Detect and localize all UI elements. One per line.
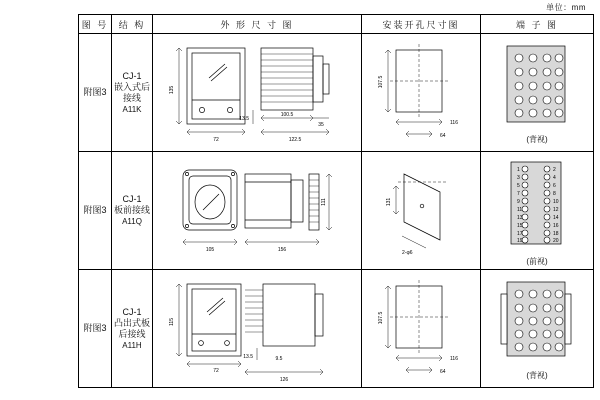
svg-text:64: 64 — [440, 133, 446, 139]
cell-terminal-drawing — [481, 270, 594, 388]
cell-structure — [112, 152, 153, 270]
svg-text:12: 12 — [553, 207, 559, 213]
table-row — [79, 152, 594, 270]
cell-figure-no — [79, 270, 112, 388]
figure-no-text: 附图3 — [83, 323, 107, 333]
cell-mounting-drawing — [362, 152, 481, 270]
table-header — [79, 15, 594, 34]
col-header-figure-no: 图 号 — [79, 15, 112, 34]
svg-text:19: 19 — [517, 238, 523, 244]
svg-text:105: 105 — [205, 247, 215, 253]
col-header-structure: 结 构 — [112, 15, 153, 34]
svg-text:13: 13 — [517, 215, 523, 221]
figure-no-text: 附图3 — [83, 87, 107, 97]
svg-text:14: 14 — [553, 215, 559, 221]
svg-text:126: 126 — [279, 377, 289, 383]
svg-text:116: 116 — [450, 120, 458, 126]
svg-text:8: 8 — [553, 191, 556, 197]
svg-text:9: 9 — [517, 199, 520, 205]
mounting-drawing-2 — [362, 152, 478, 268]
svg-text:122.5: 122.5 — [288, 137, 302, 143]
svg-text:15: 15 — [517, 223, 523, 229]
table-row — [79, 270, 594, 388]
svg-text:72: 72 — [213, 137, 219, 143]
outline-drawing-3 — [153, 270, 359, 386]
col-header-mounting: 安装开孔尺寸图 — [362, 15, 481, 34]
svg-text:13.5: 13.5 — [239, 116, 249, 122]
svg-text:2-φ6: 2-φ6 — [402, 250, 413, 256]
cell-mounting-drawing — [362, 34, 481, 152]
svg-text:2: 2 — [553, 167, 556, 173]
svg-text:17: 17 — [517, 231, 523, 237]
mounting-drawing-1 — [362, 34, 478, 150]
svg-text:115: 115 — [169, 318, 175, 326]
svg-text:64: 64 — [440, 369, 446, 375]
terminal-caption: (前视) — [526, 257, 548, 266]
svg-text:156: 156 — [277, 247, 287, 253]
svg-text:131: 131 — [386, 197, 392, 207]
svg-text:107.5: 107.5 — [378, 311, 384, 325]
structure-code: A11Q — [122, 217, 142, 226]
svg-text:6: 6 — [553, 183, 556, 189]
svg-text:5: 5 — [517, 183, 520, 189]
cell-terminal-drawing — [481, 152, 594, 270]
svg-text:107.5: 107.5 — [378, 75, 384, 89]
outline-drawing-2 — [153, 152, 359, 268]
svg-text:20: 20 — [553, 238, 559, 244]
svg-text:11: 11 — [517, 207, 523, 213]
cell-outline-drawing — [153, 152, 362, 270]
structure-type: 板前接线 — [113, 205, 150, 215]
cell-figure-no — [79, 152, 112, 270]
structure-model: CJ-1 — [122, 306, 142, 317]
cell-figure-no — [79, 34, 112, 152]
structure-code: A11K — [122, 104, 142, 114]
cell-outline-drawing — [153, 270, 362, 388]
outline-drawing-1 — [153, 34, 359, 150]
svg-text:4: 4 — [553, 175, 556, 181]
svg-text:135: 135 — [169, 85, 175, 95]
svg-text:18: 18 — [553, 231, 559, 237]
svg-text:16: 16 — [553, 223, 559, 229]
structure-model: CJ-1 — [122, 194, 142, 204]
svg-text:72: 72 — [213, 368, 219, 374]
structure-code: A11H — [122, 340, 142, 350]
svg-text:13.5: 13.5 — [243, 354, 253, 360]
structure-type: 嵌入式后接线 — [113, 81, 150, 103]
svg-text:3: 3 — [517, 175, 520, 181]
svg-text:100.5: 100.5 — [280, 112, 294, 118]
cell-terminal-drawing — [481, 34, 594, 152]
terminal-caption: (背视) — [526, 135, 548, 144]
terminal-drawing-2 — [481, 152, 591, 268]
cell-structure — [112, 270, 153, 388]
col-header-terminal: 端 子 图 — [481, 15, 594, 34]
cell-outline-drawing — [153, 34, 362, 152]
svg-text:7: 7 — [517, 191, 520, 197]
terminal-drawing-1 — [481, 34, 591, 150]
svg-text:9.5: 9.5 — [275, 356, 283, 362]
unit-note: 单位：mm — [546, 3, 586, 12]
mounting-drawing-3 — [362, 270, 478, 386]
terminal-caption: (背视) — [526, 371, 548, 380]
structure-type: 凸出式板后接线 — [113, 317, 150, 339]
terminal-drawing-3 — [481, 270, 591, 386]
svg-text:10: 10 — [553, 199, 559, 205]
svg-text:35: 35 — [318, 122, 324, 128]
spec-table — [78, 14, 594, 388]
col-header-outline: 外 形 尺 寸 图 — [153, 15, 362, 34]
svg-text:111: 111 — [321, 198, 327, 206]
cell-mounting-drawing — [362, 270, 481, 388]
structure-model: CJ-1 — [122, 70, 142, 81]
svg-text:116: 116 — [450, 356, 458, 362]
cell-structure — [112, 34, 153, 152]
figure-no-text: 附图3 — [83, 205, 107, 215]
svg-text:1: 1 — [517, 167, 520, 173]
table-row — [79, 34, 594, 152]
